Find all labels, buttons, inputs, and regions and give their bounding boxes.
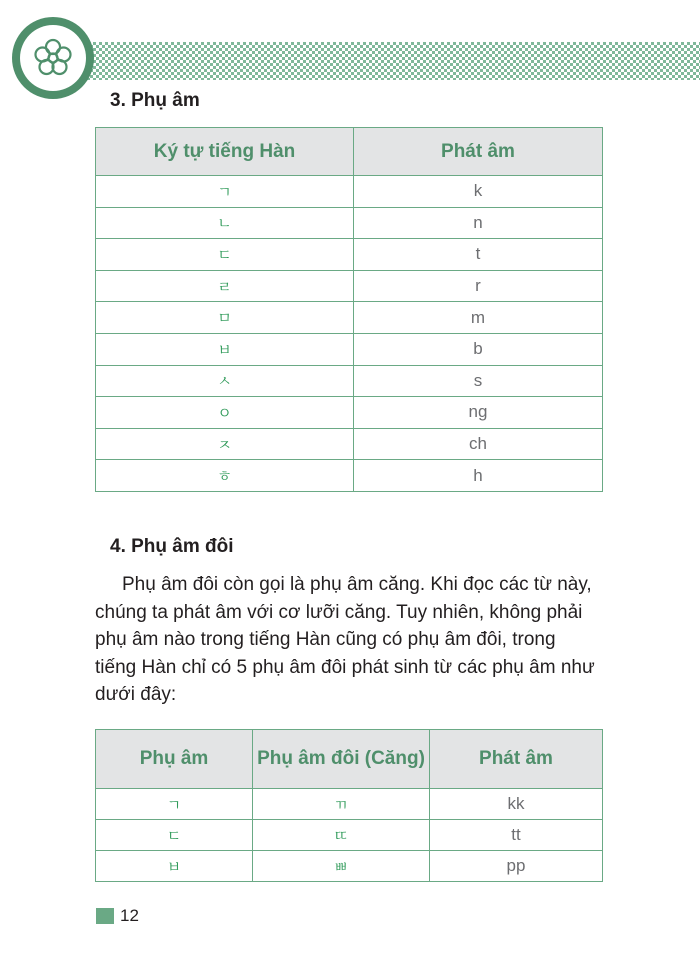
korean-letter: ㅂ: [96, 333, 354, 365]
pronunciation: b: [354, 333, 603, 365]
pronunciation: s: [354, 365, 603, 397]
table-row: [96, 428, 603, 460]
pronunciation: k: [354, 176, 603, 208]
double-letter: ㅃ: [253, 851, 430, 882]
paragraph-line: tiếng Hàn chỉ có 5 phụ âm đôi phát sinh từ các phụ âm như: [95, 656, 595, 678]
table-row: [96, 365, 603, 397]
column-header: Phát âm: [430, 730, 603, 789]
paragraph-line: Phụ âm đôi còn gọi là phụ âm căng. Khi đọc các từ này,: [122, 574, 592, 595]
column-header: Phụ âm đôi (Căng): [253, 730, 430, 789]
korean-letter: ㄴ: [96, 207, 354, 239]
double-letter: ㄸ: [253, 820, 430, 851]
table-row: [96, 302, 603, 334]
consonant-table: [95, 127, 603, 492]
pronunciation: m: [354, 302, 603, 334]
table-row: [96, 460, 603, 492]
table-row: [96, 851, 603, 882]
table-row: [96, 820, 603, 851]
korean-letter: ㅁ: [96, 302, 354, 334]
column-header: Phát âm: [354, 128, 603, 176]
pronunciation: n: [354, 207, 603, 239]
table-row: [96, 270, 603, 302]
checkered-header-band: [60, 42, 700, 80]
korean-letter: ㄱ: [96, 789, 253, 820]
double-consonant-table: [95, 729, 603, 882]
pronunciation: pp: [430, 851, 603, 882]
page-number: 12: [120, 906, 139, 925]
paragraph-line: chúng ta phát âm với cơ lưỡi căng. Tuy nhiên, không phải: [95, 601, 583, 623]
pronunciation: ng: [354, 397, 603, 429]
korean-letter: ㄹ: [96, 270, 354, 302]
korean-letter: ㅅ: [96, 365, 354, 397]
section-4-title: 4. Phụ âm đôi: [110, 536, 234, 557]
pronunciation: kk: [430, 789, 603, 820]
table-header-row: [96, 128, 603, 176]
column-header: Phụ âm: [96, 730, 253, 789]
korean-letter: ㅎ: [96, 460, 354, 492]
korean-letter: ㄷ: [96, 239, 354, 271]
pronunciation: ch: [354, 428, 603, 460]
table-row: [96, 207, 603, 239]
paragraph-line: phụ âm nào trong tiếng Hàn cũng có phụ âm đôi, trong: [95, 629, 556, 650]
korean-letter: ㄱ: [96, 176, 354, 208]
section-3-title: 3. Phụ âm: [110, 90, 200, 111]
paragraph-line: dưới đây:: [95, 684, 177, 705]
pronunciation: r: [354, 270, 603, 302]
korean-letter: ㅈ: [96, 428, 354, 460]
intro-paragraph: [95, 571, 602, 709]
pronunciation: tt: [430, 820, 603, 851]
korean-letter: ㄷ: [96, 820, 253, 851]
table-row: [96, 397, 603, 429]
table-row: [96, 176, 603, 208]
table-row: [96, 789, 603, 820]
page-marker: [96, 908, 114, 924]
table-row: [96, 239, 603, 271]
double-letter: ㄲ: [253, 789, 430, 820]
column-header: Ký tự tiếng Hàn: [96, 128, 354, 176]
table-header-row: [96, 730, 603, 789]
pronunciation: h: [354, 460, 603, 492]
table-row: [96, 333, 603, 365]
flower-logo-icon: [12, 17, 94, 99]
korean-letter: ㅂ: [96, 851, 253, 882]
pronunciation: t: [354, 239, 603, 271]
korean-letter: ㅇ: [96, 397, 354, 429]
